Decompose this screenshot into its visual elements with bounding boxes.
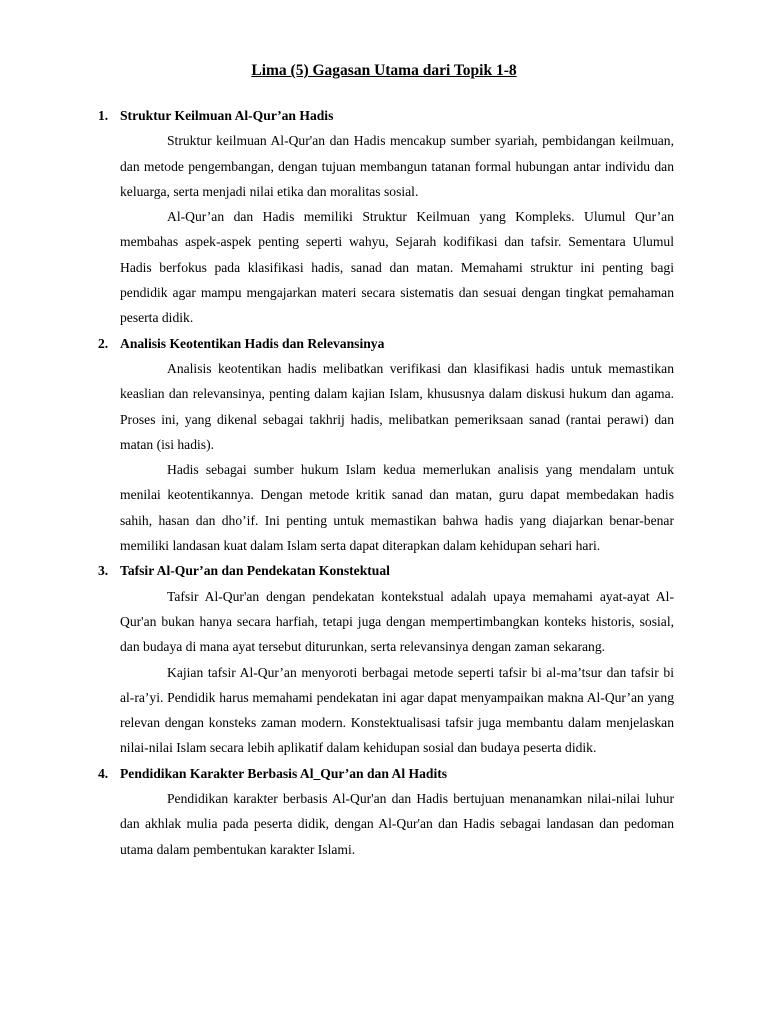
section-body (120, 786, 674, 862)
paragraph: Al-Qur’an dan Hadis memiliki Struktur Keilmuan yang Kompleks. Ulumul Qur’an membahas aspek-aspek penting seperti wahyu, Sejarah kodifikasi dan tafsir. Sementara Ulumul Hadis berfokus pada klasifikasi hadis, sanad dan matan. Memahami struktur ini penting bagi pendidik agar mampu mengajarkan materi secara sistematis dan sesuai dengan tingkat pemahaman peserta didik. (120, 209, 674, 326)
paragraph: Pendidikan karakter berbasis Al-Qur'an dan Hadis bertujuan menanamkan nilai-nilai luhur dan akhlak mulia pada peserta didik, dengan Al-Qur'an dan Hadis sebagai landasan dan pedoman utama dalam pembentukan karakter Islami. (120, 791, 674, 857)
paragraph: Kajian tafsir Al-Qur’an menyoroti berbagai metode seperti tafsir bi al-ma’tsur dan tafsir bi al-ra’yi. Pendidik harus memahami pendekatan ini agar dapat menyampaikan makna Al-Qur’an yang relevan dengan konsteks zaman modern. Konstektualisasi tafsir juga membantu dalam menjelaskan nilai-nilai Islam secara lebih aplikatif dalam kehidupan sosial dan budaya peserta didik. (120, 664, 674, 756)
document-content (98, 103, 674, 862)
paragraph: Hadis sebagai sumber hukum Islam kedua memerlukan analisis yang mendalam untuk menilai keotentikannya. Dengan metode kritik sanad dan matan, guru dapat membedakan hadis sahih, hasan dan dho’if. Ini penting untuk memastikan bahwa hadis yang diajarkan benar-benar memiliki landasan kuat dalam Islam serta dapat diterapkan dalam kehidupan sehari hari. (120, 462, 674, 554)
section-title: Analisis Keotentikan Hadis dan Relevansinya (120, 335, 385, 351)
section-number: 4. (98, 765, 109, 781)
section-heading (98, 103, 674, 128)
section-body (120, 128, 674, 330)
section-heading (98, 558, 674, 583)
section-title: Pendidikan Karakter Berbasis Al_Qur’an dan Al Hadits (120, 765, 448, 781)
section-3 (98, 558, 674, 760)
section-number: 3. (98, 563, 109, 579)
document-title: Lima (5) Gagasan Utama dari Topik 1-8 (251, 62, 517, 79)
section-body (120, 356, 674, 558)
section-heading (98, 761, 674, 786)
section-title: Tafsir Al-Qur’an dan Pendekatan Konstektual (120, 563, 390, 579)
paragraph: Analisis keotentikan hadis melibatkan verifikasi dan klasifikasi hadis untuk memastikan keaslian dan relevansinya, penting dalam kajian Islam, khususnya dalam diskusi hukum dan agama. Proses ini, yang dikenal sebagai takhrij hadis, melibatkan pemeriksaan sanad (rantai perawi) dan matan (isi hadis). (120, 360, 674, 452)
paragraph: Tafsir Al-Qur'an dengan pendekatan kontekstual adalah upaya memahami ayat-ayat Al-Qur'an bukan hanya secara harfiah, tetapi juga dengan mempertimbangkan konteks historis, sosial, dan budaya di mana ayat tersebut diturunkan, serta relevansinya dengan zaman sekarang. (120, 588, 674, 655)
section-title: Struktur Keilmuan Al-Qur’an Hadis (120, 108, 334, 123)
section-2 (98, 331, 674, 559)
section-4 (98, 761, 674, 862)
section-number: 1. (98, 108, 109, 123)
section-body (120, 584, 674, 761)
section-number: 2. (98, 335, 109, 351)
section-heading (98, 331, 674, 356)
section-1 (98, 103, 674, 331)
paragraph: Struktur keilmuan Al-Qur'an dan Hadis mencakup sumber syariah, pembidangan keilmuan, dan metode pengembangan, dengan tujuan membangun tatanan formal hubungan antar individu dan keluarga, serta menjadi nilai etika dan moralitas sosial. (120, 133, 674, 199)
